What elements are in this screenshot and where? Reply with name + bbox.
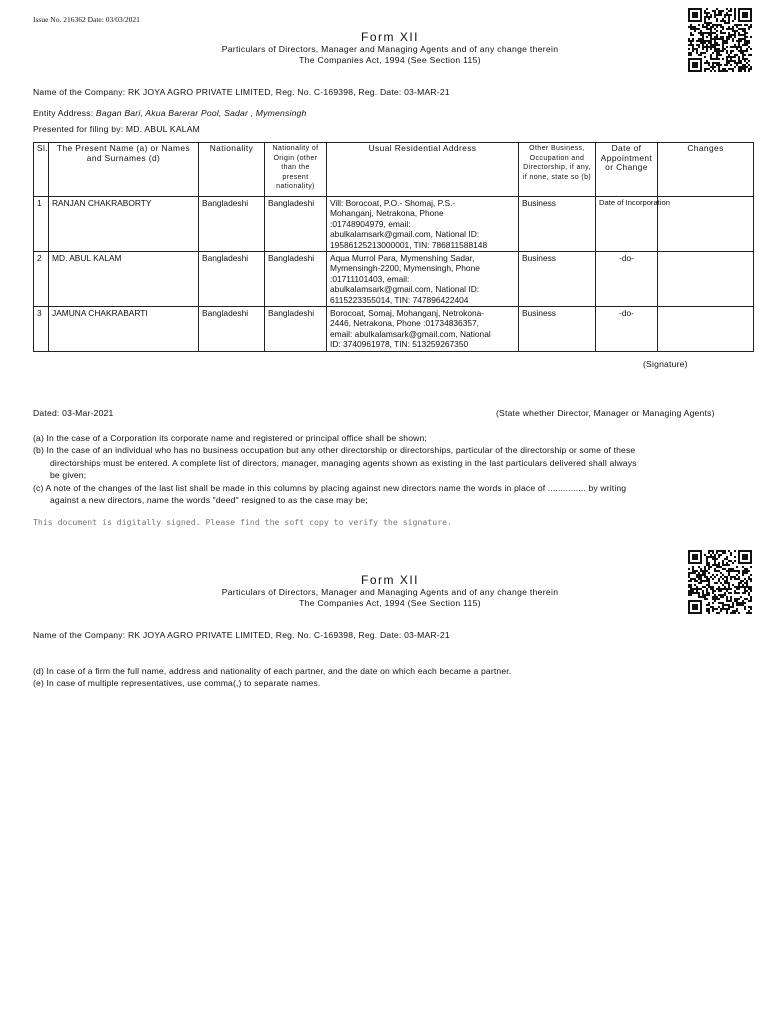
row-changes: [658, 307, 754, 352]
row-changes: [658, 197, 754, 252]
header-other-business: Other Business, Occupation and Directorship, if any, if none, state so (b): [519, 143, 596, 197]
company-name-value: RK JOYA AGRO PRIVATE LIMITED, Reg. No. C-169398, Reg. Date: 03-MAR-21: [127, 87, 450, 97]
row-address: [327, 307, 519, 352]
company-name-label: Name of the Company:: [33, 630, 126, 640]
row-date: -do-: [596, 307, 658, 352]
row-business: Business: [519, 252, 596, 307]
company-name-label: Name of the Company:: [33, 87, 126, 97]
entity-address-value: Bagan Bari, Akua Barerar Pool, Sadar , Mymensingh: [95, 108, 307, 118]
header-date: Date of Appointment or Change: [596, 143, 658, 197]
address-line: Aqua Murrol Para, Mymenshing Sadar,: [330, 253, 475, 264]
address-line: ID: 3740961978, TIN: 513259267350: [330, 339, 469, 350]
header-nationality: Nationality: [199, 143, 265, 197]
row-date: -do-: [596, 252, 658, 307]
note-e: (e) In case of multiple representatives, use comma(,) to separate names.: [33, 678, 321, 689]
form-subtitle-2: Particulars of Directors, Manager and Managing Agents and of any change therein: [221, 587, 559, 597]
header-address: Usual Residential Address: [327, 143, 519, 197]
presented-by-label: Presented for filing by:: [33, 124, 124, 134]
address-line: Vill: Borocoat, P.O.- Shomaj, P.S.-: [330, 198, 456, 208]
note-c-line1: (c) A note of the changes of the last list shall be made in this columns by placing against new directors name the words in place of ............... by writing: [33, 482, 627, 493]
note-d: (d) In case of a firm the full name, address and nationality of each partner, and the date on which each became a partner.: [33, 666, 512, 676]
entity-address-line: [33, 108, 307, 118]
row-origin: Bangladeshi: [265, 197, 327, 252]
presented-by-value: MD. ABUL KALAM: [125, 124, 201, 134]
row-origin: Bangladeshi: [265, 307, 327, 352]
address-line: :01748904979, email:: [330, 218, 411, 229]
companies-act-2: The Companies Act, 1994 (See Section 115): [299, 598, 481, 608]
address-line: abulkalamsark@gmail.com, National ID:: [330, 229, 480, 240]
address-line: Mymensingh-2200, Mymensingh, Phone: [330, 263, 480, 274]
issue-number: Issue No. 216362 Date: 03/03/2021: [33, 15, 140, 24]
table-header-row: [34, 143, 754, 197]
companies-act: The Companies Act, 1994 (See Section 115): [299, 55, 481, 65]
entity-address-label: Entity Address:: [33, 108, 94, 118]
row-name: RANJAN CHAKRABORTY: [49, 197, 199, 252]
footnotes-2: [33, 665, 753, 690]
form-title: Form XII: [360, 30, 419, 44]
company-name-line-2: [33, 630, 450, 640]
row-changes: [658, 252, 754, 307]
row-sl: 3: [34, 307, 49, 352]
row-nationality: Bangladeshi: [199, 197, 265, 252]
address-line: Borocoat, Somaj, Mohanganj, Netrokona-: [330, 308, 485, 319]
row-sl: 2: [34, 252, 49, 307]
form-subtitle: Particulars of Directors, Manager and Managing Agents and of any change therein: [221, 44, 559, 54]
table-row: [34, 307, 754, 352]
row-nationality: Bangladeshi: [199, 252, 265, 307]
address-line: 19586125213000001, TIN: 786811588148: [330, 239, 488, 250]
table-row: [34, 197, 754, 252]
address-line: email: abulkalamsark@gmail.com, National: [330, 328, 491, 339]
table-row: [34, 252, 754, 307]
state-whether-note: (State whether Director, Manager or Managing Agents): [496, 408, 715, 418]
note-b-line2: directorships must be entered. A complete list of directors, manager, managing agents shown as existing in the last particulars delivered shall always: [50, 457, 637, 468]
company-name-line: [33, 87, 450, 97]
row-business: Business: [519, 307, 596, 352]
directors-table: [33, 142, 754, 352]
note-a: (a) In the case of a Corporation its corporate name and registered or principal office shall be shown;: [33, 433, 427, 443]
row-sl: 1: [34, 197, 49, 252]
row-date: Date of Incorporation: [596, 197, 658, 252]
note-b-line3: be given;: [50, 470, 87, 481]
address-line: Mohanganj, Netrakona, Phone: [330, 208, 444, 219]
address-line: 6115223355014, TIN: 747896422404: [330, 294, 469, 305]
row-address: [327, 252, 519, 307]
header-nationality-origin: Nationality of Origin (other than the present nationality): [265, 143, 327, 197]
note-b-line1: (b) In the case of an individual who has no business occupation but any other directorship or directorships, particular of the directorship or some of these: [33, 445, 636, 456]
row-name: JAMUNA CHAKRABARTI: [49, 307, 199, 352]
address-line: 2446, Netrakona, Phone :01734836357,: [330, 318, 480, 329]
signature-label: (Signature): [643, 359, 688, 369]
header-changes: Changes: [658, 143, 754, 197]
row-nationality: Bangladeshi: [199, 307, 265, 352]
header-name: The Present Name (a) or Names and Surnames (d): [49, 143, 199, 197]
note-c-line2: against a new directors, name the words "deed" resigned to as the case may be;: [50, 495, 368, 506]
header-sl: Sl.: [34, 143, 49, 197]
presented-by-line: [33, 124, 200, 134]
address-line: :01711101403, email:: [330, 273, 410, 284]
row-address: [327, 197, 519, 252]
footnotes: [33, 432, 753, 506]
address-line: abulkalamsark@gmail.com, National ID:: [330, 284, 480, 295]
form-title-2: Form XII: [360, 573, 419, 587]
row-name: MD. ABUL KALAM: [49, 252, 199, 307]
company-name-value: RK JOYA AGRO PRIVATE LIMITED, Reg. No. C-169398, Reg. Date: 03-MAR-21: [127, 630, 450, 640]
row-business: Business: [519, 197, 596, 252]
row-origin: Bangladeshi: [265, 252, 327, 307]
digital-signature-note: This document is digitally signed. Please find the soft copy to verify the signature.: [33, 517, 452, 527]
dated-line: Dated: 03-Mar-2021: [33, 408, 114, 418]
